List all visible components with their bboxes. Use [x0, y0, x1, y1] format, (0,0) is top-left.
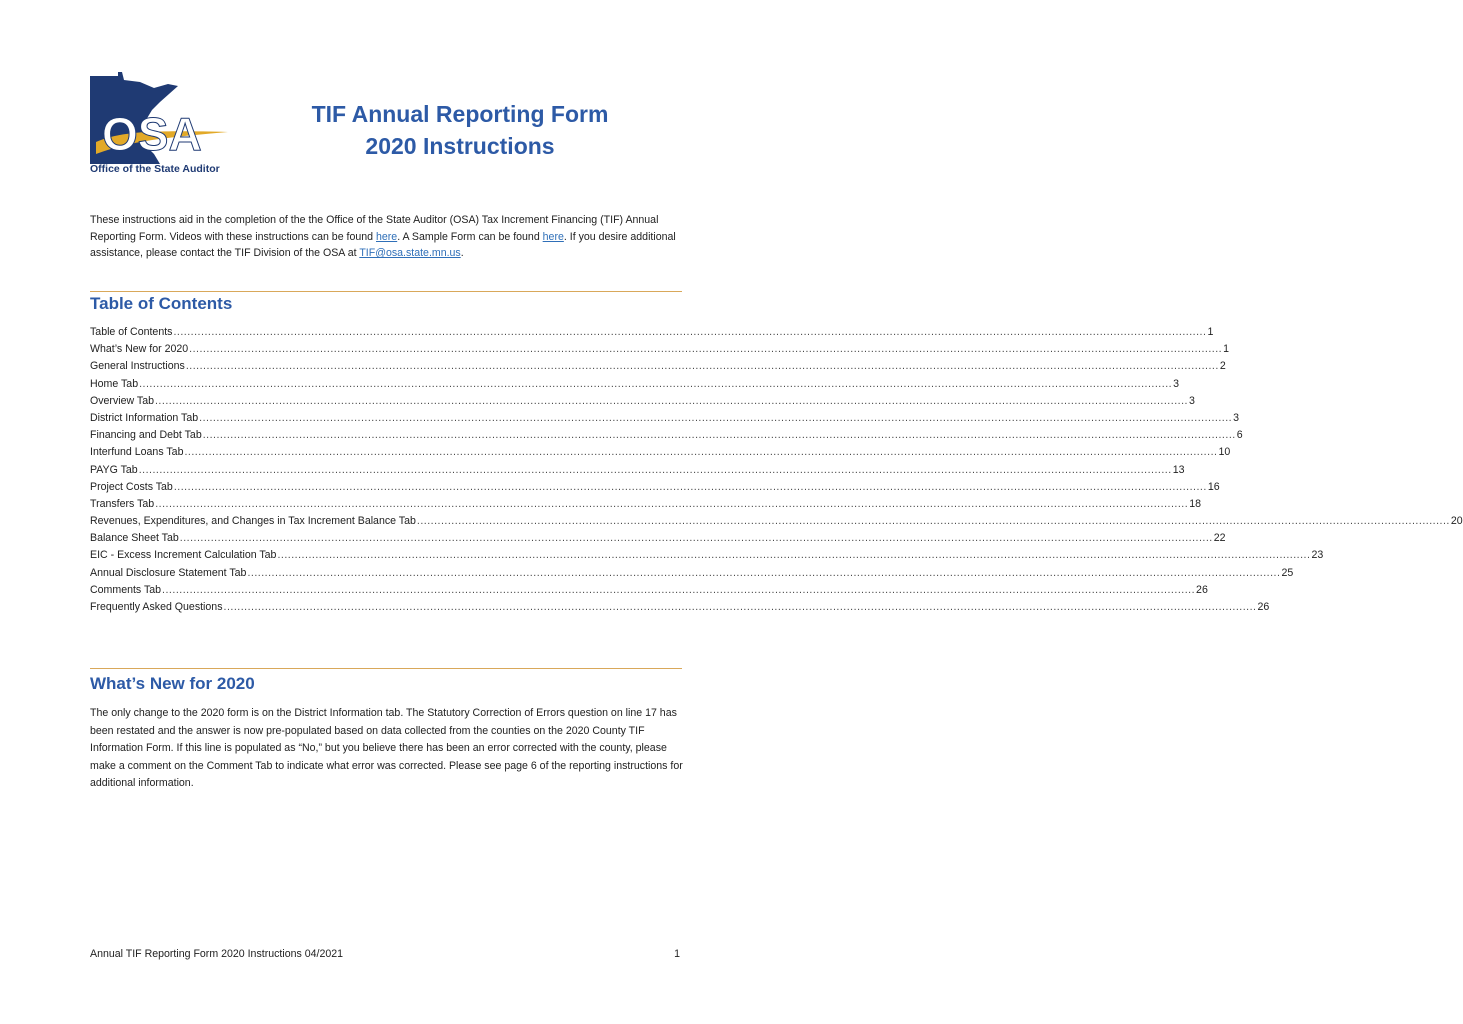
toc-leader-dots: ............................................................................................................................................................................................................................................................................................................: [179, 532, 1213, 545]
toc-leader-dots: ............................................................................................................................................................................................................................................................................................................: [184, 446, 1218, 459]
toc-entry-label[interactable]: Overview Tab: [90, 394, 154, 407]
toc-leader-dots: ............................................................................................................................................................................................................................................................................................................: [139, 377, 1173, 390]
toc-entry-label[interactable]: Transfers Tab: [90, 497, 155, 510]
logo-caption: Office of the State Auditor: [90, 163, 220, 175]
toc-leader-dots: ............................................................................................................................................................................................................................................................................................................: [173, 326, 1207, 338]
toc-entry-label[interactable]: Home Tab: [90, 377, 139, 390]
toc-leader-dots: ............................................................................................................................................................................................................................................................................................................: [155, 497, 1189, 510]
toc-leader-dots: ............................................................................................................................................................................................................................................................................................................: [173, 480, 1207, 493]
footer-text: Annual TIF Reporting Form 2020 Instructions 04/2021: [90, 948, 344, 960]
toc-entry-page: 16: [1207, 480, 1220, 493]
toc-heading: Table of Contents: [90, 294, 233, 313]
toc-entry-label[interactable]: General Instructions: [90, 360, 185, 373]
sample-form-link[interactable]: here: [542, 230, 564, 243]
toc-entry-page: 2: [1219, 360, 1226, 373]
toc-entry-label[interactable]: What’s New for 2020: [90, 343, 189, 356]
whats-new-heading: What’s New for 2020: [90, 674, 255, 693]
toc-entry-page: 26: [1257, 601, 1270, 613]
toc-entry[interactable]: [90, 411, 1240, 429]
whats-new-paragraph: The only change to the 2020 form is on the District Information tab. The Statutory Correction of Errors question on line 17 has been restated and the answer is now pre-populated based on data collected from the counties on the 2020 County TIF Information Form. If this line is populated as “No,” but you believe there has been an error corrected with the county, please make a comment on the Comment Tab to indicate what error was corrected. Please see page 6 of the reporting instructions for additional information.: [90, 707, 683, 789]
toc-entry-label[interactable]: Comments Tab: [90, 583, 162, 596]
section-divider: [90, 291, 682, 292]
toc-entry[interactable]: [90, 480, 1220, 498]
toc-leader-dots: ............................................................................................................................................................................................................................................................................................................: [247, 566, 1281, 579]
intro-text-1: These instructions aid in the completion of the the Office of the State Auditor (OSA) Tax Increment Financing (TIF) Annual Reporting Form. Videos with these instructions can be found: [90, 214, 659, 243]
toc-entry[interactable]: [90, 377, 1179, 395]
toc-entry[interactable]: [90, 446, 1231, 463]
svg-text:OSA: OSA: [102, 108, 202, 160]
toc-leader-dots: ............................................................................................................................................................................................................................................................................................................: [202, 429, 1236, 442]
toc-leader-dots: ............................................................................................................................................................................................................................................................................................................: [154, 394, 1188, 407]
toc-entry[interactable]: [90, 583, 1208, 601]
toc-entry-page: 23: [1311, 549, 1324, 562]
toc-entry-label[interactable]: Balance Sheet Tab: [90, 532, 179, 545]
section-divider: [90, 668, 682, 669]
toc-entry-label[interactable]: Table of Contents: [90, 326, 173, 338]
email-link[interactable]: TIF@osa.state.mn.us: [359, 247, 461, 259]
toc-entry-page: 10: [1218, 446, 1231, 459]
toc-entry-page: 26: [1196, 583, 1208, 596]
minnesota-map-logo-icon: [88, 72, 238, 167]
toc-entry[interactable]: [90, 601, 1270, 618]
toc-entry-page: 3: [1173, 377, 1179, 390]
toc-entry-label[interactable]: Annual Disclosure Statement Tab: [90, 566, 247, 579]
toc-entry[interactable]: [90, 566, 1294, 584]
toc-entry-page: 18: [1189, 497, 1201, 510]
toc-entry-label[interactable]: Project Costs Tab: [90, 480, 173, 493]
toc-entry[interactable]: [90, 515, 1463, 532]
intro-text-4: .: [460, 247, 464, 259]
toc-entry-label[interactable]: Frequently Asked Questions: [90, 601, 223, 613]
toc-entry-page: 22: [1213, 532, 1226, 545]
toc-entry[interactable]: [90, 326, 1214, 343]
toc-entry-label[interactable]: Revenues, Expenditures, and Changes in Tax Increment Balance Tab: [90, 515, 416, 528]
toc-entry-page: 25: [1281, 566, 1294, 579]
toc-entry-label[interactable]: EIC - Excess Increment Calculation Tab: [90, 549, 277, 562]
toc-entry[interactable]: [90, 549, 1324, 566]
toc-entry[interactable]: [90, 497, 1201, 515]
toc-entry[interactable]: [90, 343, 1230, 360]
toc-entry-label[interactable]: PAYG Tab: [90, 463, 138, 476]
toc-leader-dots: ............................................................................................................................................................................................................................................................................................................: [185, 360, 1219, 373]
page-title-line2: 2020 Instructions: [365, 133, 555, 159]
page-title-line1: TIF Annual Reporting Form: [311, 101, 609, 127]
toc-entry-label[interactable]: Financing and Debt Tab: [90, 429, 202, 442]
toc-entry[interactable]: [90, 360, 1226, 377]
toc-entry-page: 1: [1207, 326, 1214, 338]
intro-paragraph: [90, 212, 690, 262]
toc-entry[interactable]: [90, 394, 1195, 412]
toc-leader-dots: ............................................................................................................................................................................................................................................................................................................: [277, 549, 1311, 562]
toc-leader-dots: ............................................................................................................................................................................................................................................................................................................: [162, 583, 1196, 596]
toc-entry[interactable]: [90, 463, 1185, 481]
toc-leader-dots: ............................................................................................................................................................................................................................................................................................................: [223, 601, 1257, 613]
intro-text-3: . If you desire additional assistance, please contact the TIF Division of the OSA at: [90, 230, 676, 259]
toc-leader-dots: ............................................................................................................................................................................................................................................................................................................: [138, 463, 1172, 476]
toc-entry-page: 13: [1172, 463, 1185, 476]
page-number: 1: [674, 948, 680, 960]
videos-link[interactable]: here: [376, 230, 398, 243]
toc-leader-dots: ............................................................................................................................................................................................................................................................................................................: [416, 515, 1450, 528]
toc-leader-dots: ............................................................................................................................................................................................................................................................................................................: [199, 411, 1233, 424]
toc-entry-page: 3: [1188, 394, 1195, 407]
table-of-contents: [90, 326, 1463, 618]
toc-entry-label[interactable]: District Information Tab: [90, 411, 199, 424]
toc-entry[interactable]: [90, 532, 1226, 549]
toc-entry-page: 3: [1233, 411, 1240, 424]
toc-entry-page: 6: [1236, 429, 1243, 442]
toc-leader-dots: ............................................................................................................................................................................................................................................................................................................: [189, 343, 1223, 356]
toc-entry-label[interactable]: Interfund Loans Tab: [90, 446, 184, 459]
toc-entry[interactable]: [90, 429, 1243, 446]
intro-text-2: . A Sample Form can be found: [397, 230, 543, 243]
toc-entry-page: 20: [1450, 515, 1463, 528]
toc-entry-page: 1: [1223, 343, 1230, 356]
